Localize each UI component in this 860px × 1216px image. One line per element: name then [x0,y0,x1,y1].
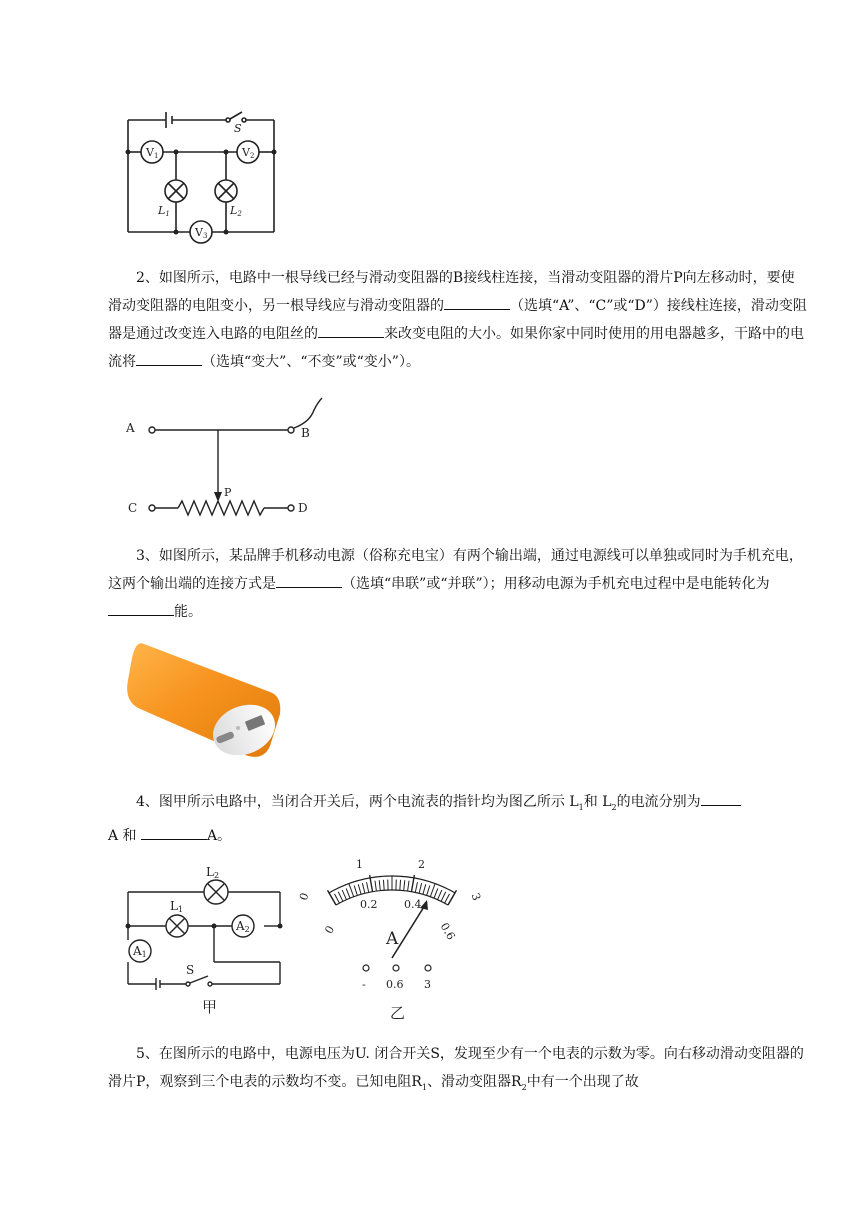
scale-tick [430,884,435,897]
svg-text:2: 2 [418,858,425,871]
svg-text:L1: L1 [170,899,184,914]
answer-blank[interactable] [141,825,207,840]
svg-text:0.2: 0.2 [360,898,378,911]
figure-yi-ammeter-dial [296,852,492,1024]
scale-tick [354,885,357,895]
svg-text:V3: V3 [195,226,208,240]
answer-blank[interactable] [136,351,202,366]
caption-yi: 乙 [390,1004,406,1022]
svg-text:B: B [301,426,310,440]
scale-tick [404,880,405,890]
scale-arc [336,890,448,905]
question-4: 4、图甲所示电路中，当闭合开关后，两个电流表的指针均为图乙所示 $L_1$和 $L_2$的电流分别为 A 和 A。 [108,788,808,850]
scale-tick [334,894,339,903]
figure-rheostat [118,392,338,522]
question-5: 5、在图所示的电路中，电源电压为U. 闭合开关S，发现至少有一个电表的示数为零。向右移动滑动变阻器的滑片P，观察到三个电表的示数均不变。已知电阻$R_1$、滑动变阻器$R_2$中有一个出现了故 [108,1046,804,1092]
scale-tick [362,883,365,893]
ammeter-scale [328,875,457,905]
scale-tick [367,882,369,892]
svg-text:L1: L1 [158,204,170,218]
scale-tick [349,884,354,897]
svg-text:V2: V2 [242,146,255,160]
scale-tick [379,880,380,890]
answer-blank[interactable] [444,295,510,310]
switch-label: S [234,122,242,135]
svg-text:L2: L2 [206,865,220,880]
figure-jia-circuit [118,852,290,1022]
svg-text:A: A [386,929,399,949]
scale-tick [400,880,401,890]
scale-tick [427,885,430,895]
scale-tick [434,888,438,898]
svg-text:3: 3 [424,978,431,991]
svg-text:A: A [126,421,135,435]
svg-text:0: 0 [322,923,338,937]
svg-text:S: S [186,963,195,977]
svg-text:0.4: 0.4 [404,898,422,911]
svg-text:A1: A1 [133,944,147,959]
svg-text:D: D [298,501,308,515]
scale-tick [375,881,376,891]
answer-blank[interactable] [108,601,174,616]
svg-text:L2: L2 [230,204,242,218]
scale-tick [383,880,384,890]
svg-text:0: 0 [296,891,312,903]
svg-text:3: 3 [468,891,484,903]
question-3: 3、如图所示，某品牌手机移动电源（俗称充电宝）有两个输出端，通过电源线可以单独或同时为手机充电，这两个输出端的连接方式是 （选填“串联”或“并联”）；用移动电源为手机充电过程中是电能转化为能。 [108,548,803,620]
svg-text:0.6: 0.6 [386,978,404,991]
scale-tick [438,890,442,900]
scale-tick [342,890,346,900]
svg-text:1: 1 [356,858,363,871]
scale-tick [346,888,350,898]
answer-blank[interactable] [276,573,342,588]
answer-blank[interactable] [318,323,384,338]
power-bank-image [120,636,290,768]
svg-text:-: - [362,978,366,991]
scale-tick [445,894,450,903]
svg-text:A2: A2 [236,919,250,934]
scale-tick [419,883,422,893]
scale-tick [415,882,417,892]
scale-tick [423,884,426,894]
caption-jia: 甲 [202,998,218,1016]
scale-tick [338,892,343,901]
svg-text:P: P [224,486,232,499]
svg-text:0.6: 0.6 [437,920,458,943]
scale-tick [408,881,409,891]
svg-text:C: C [128,501,138,515]
scale-tick [358,884,361,894]
figure-voltmeter-circuit [118,100,288,250]
answer-blank[interactable] [701,791,741,806]
scale-tick [441,892,446,901]
svg-text:V1: V1 [146,146,159,160]
question-2: 2、如图所示，电路中一根导线已经与滑动变阻器的B接线柱连接，当滑动变阻器的滑片P向左移动时，要使滑动变阻器的电阻变小，另一根导线应与滑动变阻器的 （选填“A”、“C”或“D”）接线柱连接，滑动变阻器是通过改变连入电路的电阻丝的 来改变电阻的大小。如果你家中同时使用的用电器越多，干路中的电流将 （选填“变大”、“不变”或“变小”）。 [108,270,807,370]
